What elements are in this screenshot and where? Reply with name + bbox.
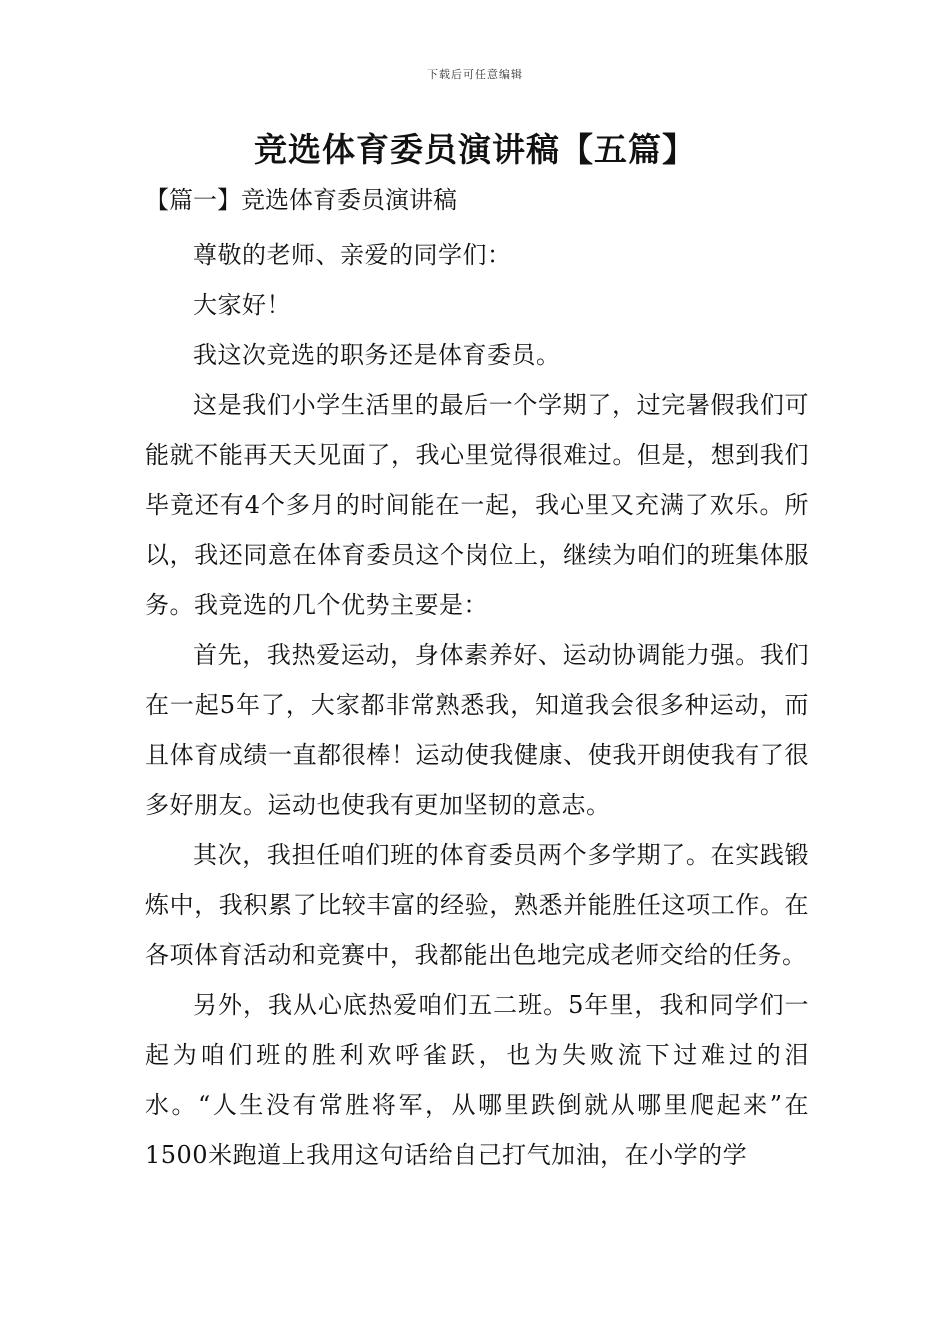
paragraph-third-advantage: 另外，我从心底热爱咱们五二班。5年里，我和同学们一起为咱们班的胜利欢呼雀跃，也为失败流下过难过的泪水。“人生没有常胜将军，从哪里跌倒就从哪里爬起来”在1500米跑道上我用这句话给自己打气加油，在小学的学: [145, 991, 809, 1169]
paragraph-salutation: 尊敬的老师、亲爱的同学们：: [193, 241, 512, 269]
document-title: 竞选体育委员演讲稿【五篇】: [254, 130, 696, 169]
section-heading: 【篇一】竞选体育委员演讲稿: [145, 186, 457, 214]
paragraph-second-advantage: 其次，我担任咱们班的体育委员两个多学期了。在实践锻炼中，我积累了比较丰富的经验，熟悉并能胜任这项工作。在各项体育活动和竞赛中，我都能出色地完成老师交给的任务。: [145, 841, 809, 969]
paragraph-first-advantage: 首先，我热爱运动，身体素养好、运动协调能力强。我们在一起5年了，大家都非常熟悉我，知道我会很多种运动，而且体育成绩一直都很棒！运动使我健康、使我开朗使我有了很多好朋友。运动也使我有更加坚韧的意志。: [145, 641, 809, 819]
paragraph-greeting: 大家好！: [193, 291, 291, 319]
header-note: 下载后可任意编辑: [427, 68, 523, 81]
paragraph-intro: 这是我们小学生活里的最后一个学期了，过完暑假我们可能就不能再天天见面了，我心里觉得很难过。但是，想到我们毕竟还有4个多月的时间能在一起，我心里又充满了欢乐。所以，我还同意在体育委员这个岗位上，继续为咱们的班集体服务。我竞选的几个优势主要是：: [145, 391, 809, 619]
body-text: [145, 230, 809, 1180]
paragraph-position: 我这次竞选的职务还是体育委员。: [193, 341, 561, 369]
